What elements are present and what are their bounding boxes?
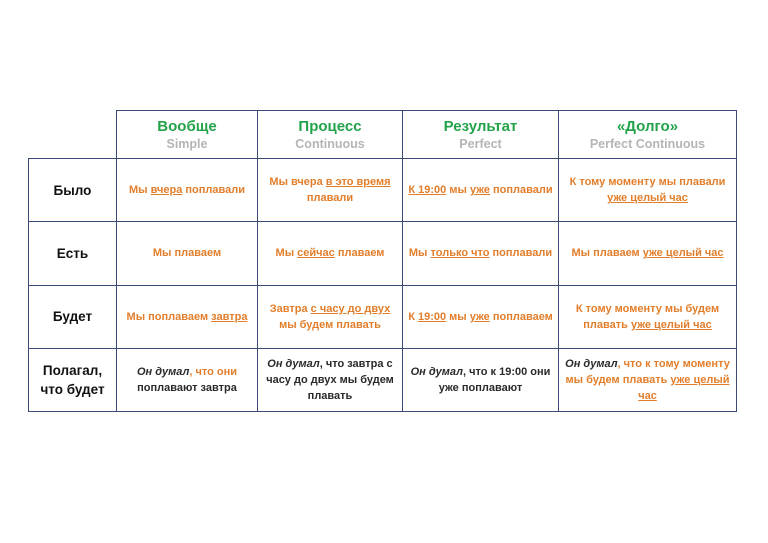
cell-past-simple: Мы вчера поплавали [117,159,258,222]
cell-present-perfect-continuous: Мы плаваем уже целый час [559,222,737,285]
cell-fip-continuous: Он думал, что завтра с часу до двух мы будем плавать [258,348,403,411]
cell-present-perfect: Мы только что поплавали [403,222,559,285]
cell-past-perfect-continuous: К тому моменту мы плавали уже целый час [559,159,737,222]
column-header-perfect-continuous [559,111,737,159]
cell-future-perfect: К 19:00 мы уже поплаваем [403,285,559,348]
cell-fip-perfect: Он думал, что к 19:00 они уже поплавают [403,348,559,411]
column-header-continuous [258,111,403,159]
cell-fip-simple: Он думал, что они поплавают завтра [117,348,258,411]
corner-cell [29,111,117,159]
cell-future-simple: Мы поплаваем завтра [117,285,258,348]
column-title: Процесс [298,118,362,136]
column-title: «Долго» [616,118,679,136]
cell-present-continuous: Мы сейчас плаваем [258,222,403,285]
cell-past-continuous: Мы вчера в это время плавали [258,159,403,222]
column-subtitle: Continuous [295,137,365,152]
column-header-simple [117,111,258,159]
table-row-past [29,159,737,222]
table-row-future [29,285,737,348]
row-label: Есть [29,222,117,285]
cell-future-perfect-continuous: К тому моменту мы будем плавать уже целый час [559,285,737,348]
table-row-present [29,222,737,285]
table-row-future-in-past [29,348,737,411]
cell-future-continuous: Завтра с часу до двух мы будем плавать [258,285,403,348]
column-title: Результат [443,118,518,136]
cell-present-simple: Мы плаваем [117,222,258,285]
header-row [29,111,737,159]
row-label: Будет [29,285,117,348]
row-label: Было [29,159,117,222]
cell-past-perfect: К 19:00 мы уже поплавали [403,159,559,222]
tense-table [28,110,737,412]
column-subtitle: Perfect Continuous [589,137,706,152]
column-title: Вообще [157,118,217,136]
column-subtitle: Perfect [459,137,502,152]
cell-fip-perfect-continuous: Он думал, что к тому моменту мы будем плавать уже целый час [559,348,737,411]
column-header-perfect [403,111,559,159]
row-label: Полагал, что будет [29,348,117,411]
column-subtitle: Simple [166,137,208,152]
